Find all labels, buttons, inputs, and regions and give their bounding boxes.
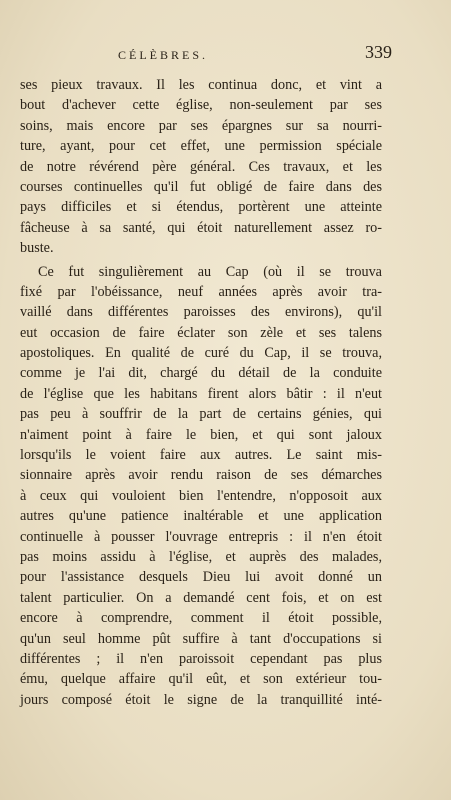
running-title: CÉLÈBRES.: [118, 48, 209, 62]
text-line: vaillé dans différentes paroisses des environs), qu'il: [20, 304, 382, 321]
text-line: Ce fut singulièrement au Cap (où il se trouva: [38, 263, 382, 280]
text-line: n'aiment point à faire le bien, et qui sont jaloux: [20, 426, 382, 443]
text-line: comme je l'ai dit, chargé du détail de la conduite: [20, 365, 382, 382]
text-line: différentes ; il n'en paroissoit cependant pas plus: [20, 650, 382, 667]
text-line: buste.: [20, 240, 54, 257]
text-line: de notre révérend père général. Ces travaux, et les: [20, 158, 382, 175]
running-head: [0, 40, 451, 70]
text-line: pays difficiles et si étendus, portèrent une atteinte: [20, 199, 382, 216]
text-line: ture, ayant, pour cet effet, une permission spéciale: [20, 138, 382, 155]
text-line: continuelle à pousser l'ouvrage entrepris : il n'en étoit: [20, 528, 382, 545]
paragraph-2: [20, 262, 382, 711]
paragraph-1: [20, 75, 382, 259]
text-line: ému, quelque affaire qu'il eût, et son extérieur tou-: [20, 671, 382, 688]
text-line: pas peu à souffrir de la part de certains génies, qui: [20, 406, 382, 423]
text-line: fâcheuse à sa santé, qui étoit naturellement assez ro-: [20, 219, 382, 236]
page-number: 339: [365, 42, 392, 62]
body-text: [20, 75, 382, 710]
text-line: eut occasion de faire éclater son zèle et ses talens: [20, 324, 382, 341]
text-line: qu'un seul homme pût suffire à tant d'occupations si: [20, 630, 382, 647]
text-line: autres qu'une patience inaltérable et une application: [20, 508, 382, 525]
text-line: bout d'achever cette église, non-seulement par ses: [20, 97, 382, 114]
text-line: apostoliques. En qualité de curé du Cap, il se trouva,: [20, 345, 382, 362]
text-line: courses continuelles qu'il fut obligé de faire dans des: [20, 178, 382, 195]
text-line: pas moins assidu à l'église, et auprès des malades,: [20, 548, 382, 565]
text-line: à ceux qui vouloient bien l'entendre, n'opposoit aux: [20, 487, 382, 504]
text-line: fixé par l'obéissance, neuf années après avoir tra-: [20, 283, 382, 300]
text-line: ses pieux travaux. Il les continua donc, et vint a: [20, 77, 382, 93]
text-line: de l'église que les habitans firent alors bâtir : il n'eut: [20, 385, 382, 402]
text-line: jours composé étoit le signe de la tranquillité inté-: [20, 691, 382, 708]
text-line: pour l'assistance desquels Dieu lui avoit donné un: [20, 569, 382, 586]
text-line: soins, mais encore par ses épargnes sur sa nourri-: [20, 117, 382, 134]
text-line: talent particulier. On a demandé cent fois, et on est: [20, 589, 382, 606]
text-line: encore à comprendre, comment il étoit possible,: [20, 610, 382, 627]
text-line: sionnaire après avoir rendu raison de ses démarches: [20, 467, 382, 484]
text-line: lorsqu'ils le voient faire aux autres. Le saint mis-: [20, 447, 382, 464]
